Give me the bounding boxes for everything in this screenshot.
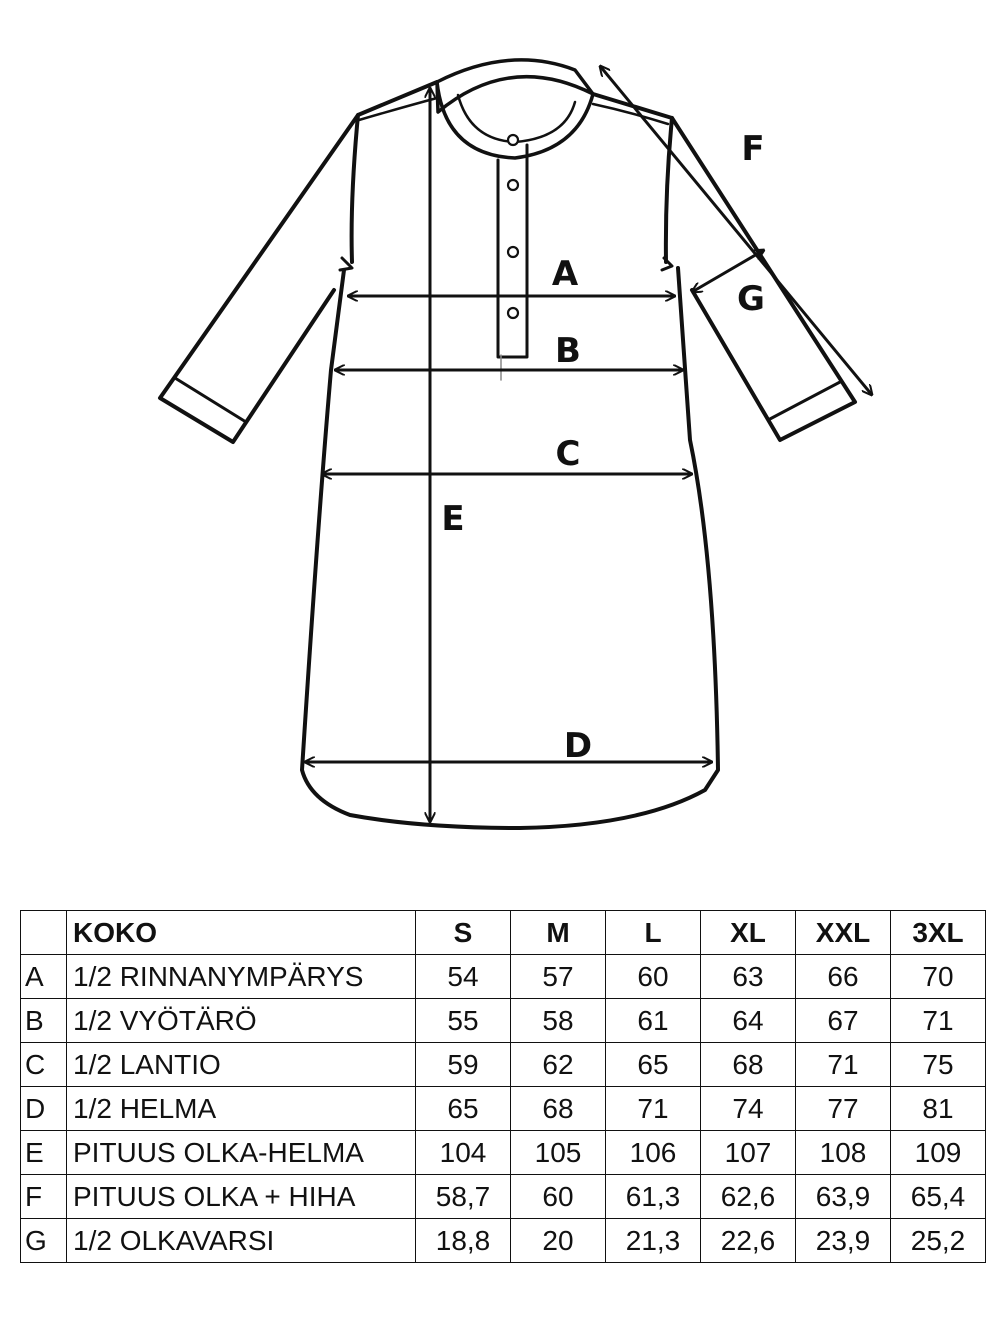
row-measurement-name: 1/2 VYÖTÄRÖ	[67, 999, 416, 1043]
row-value-cell: 63	[701, 955, 796, 999]
row-value-cell: 74	[701, 1087, 796, 1131]
row-value-cell: 71	[796, 1043, 891, 1087]
button-icon	[508, 180, 518, 190]
row-value-cell: 23,9	[796, 1219, 891, 1263]
row-measurement-name: PITUUS OLKA-HELMA	[67, 1131, 416, 1175]
row-value-cell: 60	[511, 1175, 606, 1219]
label-b: B	[555, 331, 581, 371]
row-letter: E	[21, 1131, 67, 1175]
table-row	[21, 1087, 986, 1131]
table-header-row	[21, 911, 986, 955]
row-value-cell: 65,4	[891, 1175, 986, 1219]
row-value-cell: 107	[701, 1131, 796, 1175]
row-value-cell: 104	[416, 1131, 511, 1175]
row-value-cell: 22,6	[701, 1219, 796, 1263]
placket-buttons	[508, 135, 518, 318]
row-value-cell: 20	[511, 1219, 606, 1263]
row-value-cell: 21,3	[606, 1219, 701, 1263]
label-f: F	[741, 129, 765, 169]
row-value-cell: 109	[891, 1131, 986, 1175]
row-value-cell: 105	[511, 1131, 606, 1175]
row-value-cell: 18,8	[416, 1219, 511, 1263]
label-d: D	[563, 726, 593, 766]
label-e: E	[441, 499, 465, 539]
row-value-cell: 57	[511, 955, 606, 999]
table-row	[21, 1131, 986, 1175]
row-value-cell: 63,9	[796, 1175, 891, 1219]
row-value-cell: 64	[701, 999, 796, 1043]
row-value-cell: 61	[606, 999, 701, 1043]
row-value-cell: 67	[796, 999, 891, 1043]
row-measurement-name: 1/2 OLKAVARSI	[67, 1219, 416, 1263]
row-value-cell: 108	[796, 1131, 891, 1175]
row-value-cell: 77	[796, 1087, 891, 1131]
row-value-cell: 61,3	[606, 1175, 701, 1219]
dress-outline	[160, 60, 855, 828]
row-value-cell: 54	[416, 955, 511, 999]
row-value-cell: 75	[891, 1043, 986, 1087]
button-icon	[508, 308, 518, 318]
row-value-cell: 62	[511, 1043, 606, 1087]
row-measurement-name: 1/2 LANTIO	[67, 1043, 416, 1087]
table-row	[21, 955, 986, 999]
row-letter: F	[21, 1175, 67, 1219]
row-value-cell: 70	[891, 955, 986, 999]
row-letter: D	[21, 1087, 67, 1131]
header-size-xl: XL	[701, 911, 796, 955]
label-a: A	[551, 254, 579, 294]
row-value-cell: 60	[606, 955, 701, 999]
button-icon	[508, 247, 518, 257]
header-size-l: L	[606, 911, 701, 955]
row-measurement-name: PITUUS OLKA + HIHA	[67, 1175, 416, 1219]
header-size-xxl: XXL	[796, 911, 891, 955]
row-value-cell: 65	[606, 1043, 701, 1087]
row-value-cell: 65	[416, 1087, 511, 1131]
header-size-3xl: 3XL	[891, 911, 986, 955]
header-size-m: M	[511, 911, 606, 955]
size-chart-table	[20, 910, 986, 1263]
row-value-cell: 106	[606, 1131, 701, 1175]
label-g: G	[737, 279, 765, 319]
header-size-s: S	[416, 911, 511, 955]
row-value-cell: 81	[891, 1087, 986, 1131]
arrow-f	[600, 66, 872, 395]
table-row	[21, 1175, 986, 1219]
row-measurement-name: 1/2 HELMA	[67, 1087, 416, 1131]
row-value-cell: 66	[796, 955, 891, 999]
row-value-cell: 71	[606, 1087, 701, 1131]
row-value-cell: 58,7	[416, 1175, 511, 1219]
row-value-cell: 68	[701, 1043, 796, 1087]
button-icon	[508, 135, 518, 145]
table-row	[21, 1043, 986, 1087]
measurement-arrows	[305, 66, 872, 822]
row-value-cell: 25,2	[891, 1219, 986, 1263]
row-value-cell: 55	[416, 999, 511, 1043]
header-letter	[21, 911, 67, 955]
row-value-cell: 68	[511, 1087, 606, 1131]
row-value-cell: 59	[416, 1043, 511, 1087]
row-letter: G	[21, 1219, 67, 1263]
row-letter: B	[21, 999, 67, 1043]
label-c: C	[555, 434, 581, 474]
row-value-cell: 58	[511, 999, 606, 1043]
row-value-cell: 71	[891, 999, 986, 1043]
table-row	[21, 999, 986, 1043]
table-row	[21, 1219, 986, 1263]
row-letter: A	[21, 955, 67, 999]
row-measurement-name: 1/2 RINNANYMPÄRYS	[67, 955, 416, 999]
row-letter: C	[21, 1043, 67, 1087]
row-value-cell: 62,6	[701, 1175, 796, 1219]
header-size-label: KOKO	[67, 911, 416, 955]
